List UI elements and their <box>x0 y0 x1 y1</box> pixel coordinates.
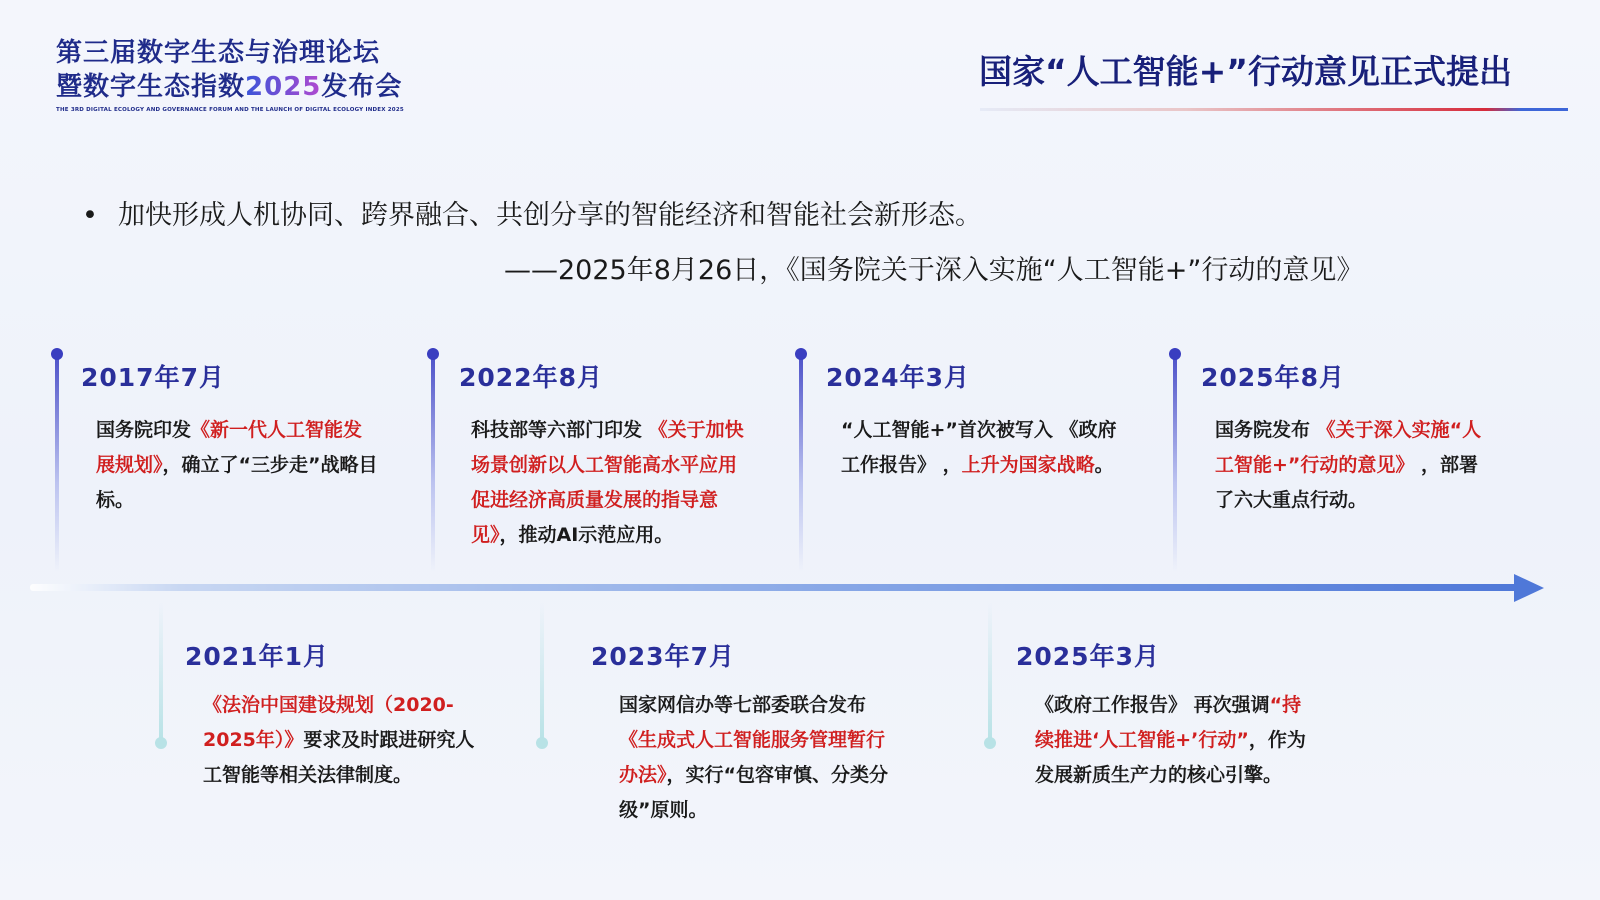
milestone-stem <box>1173 352 1177 572</box>
milestone-stem <box>55 352 59 572</box>
milestone-stem <box>159 602 163 742</box>
desc-highlight: 《法治中国建设规划（2020-2025年）》 <box>203 694 454 751</box>
desc-highlight: 《关于深入实施“人工智能+”行动的意见》 <box>1215 419 1482 476</box>
quote-text: 加快形成人机协同、跨界融合、共创分享的智能经济和智能社会新形态。 <box>118 200 982 231</box>
desc-text: 《政府工作报告》 再次强调 <box>1035 694 1270 716</box>
desc-highlight: 《新一代人工智能发展规划》 <box>96 419 363 476</box>
milestone-stem <box>988 602 992 742</box>
quote-source: ——2025年8月26日，《国务院关于深入实施“人工智能+”行动的意见》 <box>504 255 1364 286</box>
milestone-dot-icon <box>984 737 996 749</box>
milestone-dot-icon <box>155 737 167 749</box>
milestone-description <box>96 413 378 518</box>
desc-highlight: 《生成式人工智能服务管理暂行办法》 <box>619 729 886 786</box>
milestone-dot-icon <box>536 737 548 749</box>
desc-text: 国务院发布 <box>1215 419 1317 441</box>
milestone-date: 2017年7月 <box>81 363 225 392</box>
logo-line-1: 第三届数字生态与治理论坛 <box>56 38 381 68</box>
logo-subtitle: THE 3RD DIGITAL ECOLOGY AND GOVERNANCE FORUM AND THE LAUNCH OF DIGITAL ECOLOGY INDEX 2025 <box>56 107 404 113</box>
milestone-description <box>1215 413 1497 518</box>
desc-text: 要求及时跟进研究人工智能等相关法律制度。 <box>203 729 475 786</box>
milestone-stem <box>799 352 803 572</box>
milestone-dot-icon <box>795 348 807 360</box>
milestone-date: 2024年3月 <box>826 363 970 392</box>
desc-highlight: 《关于加快场景创新以人工智能高水平应用促进经济高质量发展的指导意见》 <box>471 419 744 546</box>
milestone-date: 2023年7月 <box>591 642 735 671</box>
desc-text: 。 <box>1094 454 1114 476</box>
milestone-description <box>841 413 1123 483</box>
desc-text: ，推动AI示范应用。 <box>499 524 674 546</box>
timeline-axis <box>30 584 1520 591</box>
milestone-date: 2022年8月 <box>459 363 603 392</box>
milestone-date: 2025年8月 <box>1201 363 1345 392</box>
policy-quote <box>82 193 982 232</box>
desc-highlight: “持续推进‘人工智能+’行动” <box>1035 694 1302 751</box>
milestone-date: 2025年3月 <box>1016 642 1160 671</box>
desc-text: ，部署了六大重点行动。 <box>1215 454 1479 511</box>
desc-text: ，实行“包容审慎、分类分级”原则。 <box>619 764 889 821</box>
milestone-dot-icon <box>427 348 439 360</box>
timeline-arrow-icon <box>1514 574 1544 602</box>
logo-year: 2025 <box>245 72 322 102</box>
desc-text: ，作为发展新质生产力的核心引擎。 <box>1035 729 1306 786</box>
milestone-description <box>619 688 901 828</box>
milestone-date: 2021年1月 <box>185 642 329 671</box>
bullet-icon: • <box>82 200 98 231</box>
desc-text: ，确立了“三步走”战略目标。 <box>96 454 378 511</box>
milestone-dot-icon <box>1169 348 1181 360</box>
desc-text: 科技部等六部门印发 <box>471 419 649 441</box>
desc-text: “人工智能+”首次被写入 《政府工作报告》 ， <box>841 419 1117 476</box>
title-underline <box>980 108 1568 111</box>
logo-line-2 <box>56 70 404 104</box>
milestone-dot-icon <box>51 348 63 360</box>
forum-logo <box>56 36 404 113</box>
milestone-description <box>203 688 478 793</box>
milestone-description <box>471 413 753 553</box>
desc-text: 国务院印发 <box>96 419 192 441</box>
page-title: 国家“人工智能+”行动意见正式提出 <box>978 52 1512 91</box>
milestone-stem <box>540 602 544 742</box>
desc-text: 国家网信办等七部委联合发布 <box>619 694 867 716</box>
desc-highlight: 上升为国家战略 <box>961 454 1095 476</box>
logo-line-2-prefix: 暨数字生态指数 <box>56 72 246 102</box>
logo-line-2-suffix: 发布会 <box>321 72 403 102</box>
milestone-stem <box>431 352 435 572</box>
milestone-description <box>1035 688 1320 793</box>
